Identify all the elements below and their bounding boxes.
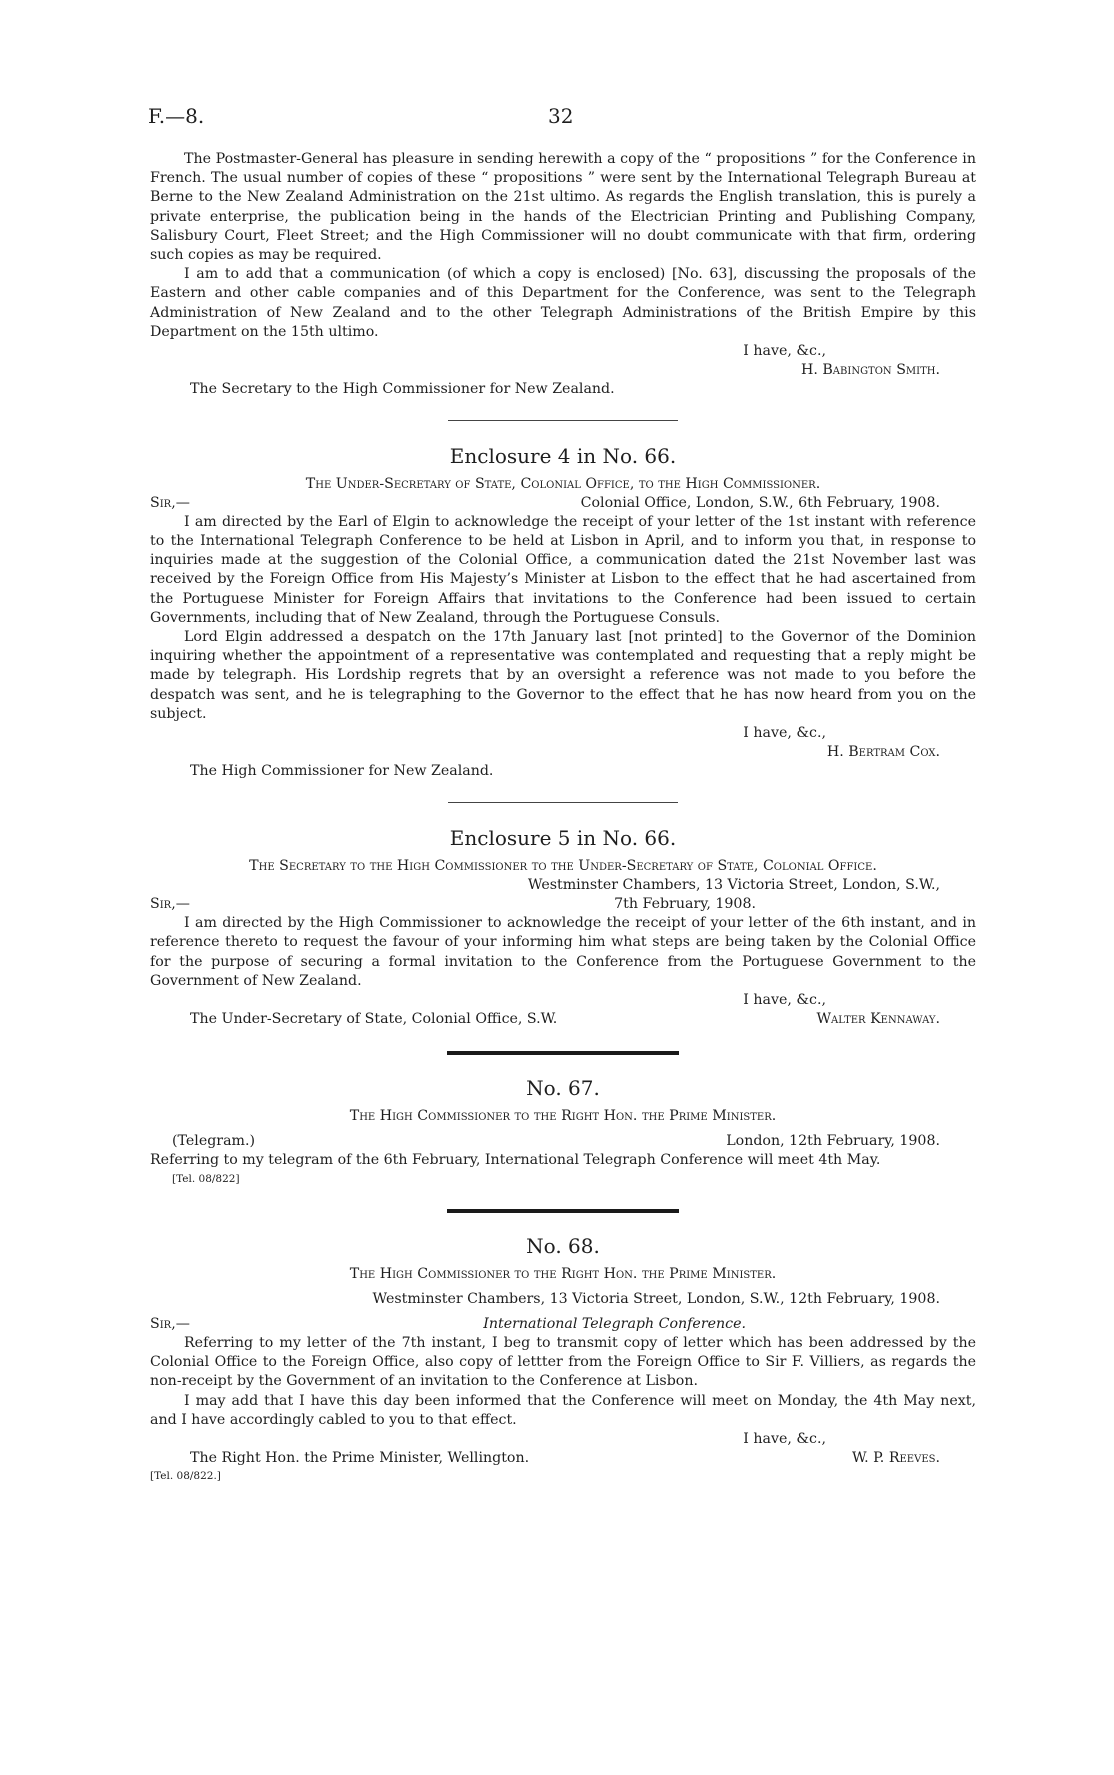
addressee: The Right Hon. the Prime Minister, Wellington. — [190, 1450, 530, 1467]
intro-letter — [150, 150, 976, 400]
subject-line: International Telegraph Conference. — [483, 1315, 746, 1332]
paragraph: I am directed by the Earl of Elgin to acknowledge the receipt of your letter of the 1st instant with reference to the International Telegraph Conference to be held at Lisbon in April, and to inform you that, in response to inquiries made at the suggestion of the Colonial Office, a communication dated the 21st November last was received by the Foreign Office from His Majesty’s Minister at Lisbon to the effect that he had ascertained from the Portuguese Minister for Foreign Affairs that invitations to the Conference had been issued to certain Governments, including that of New Zealand, through the Portuguese Consuls. — [150, 513, 976, 626]
closing: I have, &c., — [743, 725, 826, 742]
paragraph: I am directed by the High Commissioner to acknowledge the receipt of your letter of the 6th instant, and in reference thereto to request the favour of your informing him what steps are being taken by the Colonial Office for the purpose of securing a formal invitation to the Conference from the Portuguese Government to the Government of New Zealand. — [150, 915, 976, 989]
telegram-ref: [Tel. 08/822] — [172, 1172, 240, 1185]
section-title: Enclosure 5 in No. 66. — [449, 825, 677, 850]
telegram-label: (Telegram.) — [172, 1133, 256, 1150]
enclosure-5 — [150, 825, 976, 1029]
no-68 — [150, 1233, 976, 1485]
paragraph: Referring to my letter of the 7th instant, I beg to transmit copy of letter which has been addressed by the Colonial Office to the Foreign Office, also copy of lettter from the Foreign Office to Sir F. Villiers, as regards the non-receipt by the Government of an invitation to the Conference at Lisbon. — [150, 1334, 976, 1390]
salutation-row — [150, 494, 976, 513]
signature: W. P. Reeves. — [852, 1450, 940, 1467]
page-header — [148, 104, 978, 130]
closing: I have, &c., — [743, 1430, 826, 1447]
section-divider-heavy — [447, 1209, 679, 1213]
signoff-row — [150, 1449, 976, 1468]
section-divider — [448, 802, 678, 803]
section-divider-heavy — [447, 1051, 679, 1055]
salutation-row — [150, 1315, 976, 1334]
place-date: Westminster Chambers, 13 Victoria Street, London, S.W., 12th February, 1908. — [372, 1290, 940, 1307]
page-number: 32 — [548, 104, 574, 128]
signature: Walter Kennaway. — [816, 1011, 940, 1028]
paragraph: Lord Elgin addressed a despatch on the 17th January last [not printed] to the Governor of the Dominion inquiring whether the appointment of a representative was contemplated and requesting that a reply might be made by telegraph. His Lordship regrets that by an oversight a reference was not made to you before the despatch was sent, and he is telegraphing to the Governor to the effect that he has now heard from you on the subject. — [150, 629, 976, 722]
signature: H. Babington Smith. — [800, 362, 940, 379]
salutation: Sir,— — [150, 1315, 190, 1332]
addressee: The Secretary to the High Commissioner for New Zealand. — [190, 381, 615, 398]
telegram-body: Referring to my telegram of the 6th February, International Telegraph Conference will meet 4th May. — [150, 1152, 881, 1169]
page-content — [150, 150, 976, 1484]
section-title: Enclosure 4 in No. 66. — [449, 443, 677, 468]
closing: I have, &c., — [743, 991, 826, 1008]
salutation: Sir,— — [150, 896, 190, 913]
telegram-ref: [Tel. 08/822.] — [150, 1470, 221, 1483]
section-title: No. 68. — [526, 1233, 600, 1258]
place-date: Colonial Office, London, S.W., 6th February, 1908. — [580, 494, 940, 511]
paragraph: The Postmaster-General has pleasure in sending herewith a copy of the “ propositions ” for the Conference in French. The usual number of copies of these “ propositions ” were sent by the International Telegraph Bureau at Berne to the New Zealand Administration on the 21st ultimo. As regards the English translation, this is purely a private enterprise, the publication being in the hands of the Electrician Printing and Publishing Company, Salisbury Court, Fleet Street; and the High Commissioner will no doubt communicate with that firm, ordering such copies as may be required. — [150, 151, 976, 264]
place-date: London, 12th February, 1908. — [726, 1133, 940, 1150]
section-subtitle: The High Commissioner to the Right Hon. the Prime Minister. — [349, 1265, 777, 1282]
no-67 — [150, 1075, 976, 1186]
date: 7th February, 1908. — [614, 896, 756, 913]
parliamentary-ref: F.—8. — [148, 104, 205, 128]
signoff-row — [150, 1010, 976, 1029]
addressee: The High Commissioner for New Zealand. — [190, 763, 494, 780]
section-divider — [448, 420, 678, 421]
salutation: Sir,— — [150, 494, 190, 511]
salutation-row — [150, 895, 976, 914]
addressee: The Under-Secretary of State, Colonial Office, S.W. — [190, 1011, 558, 1028]
section-title: No. 67. — [526, 1076, 600, 1101]
closing: I have, &c., — [743, 343, 826, 360]
paragraph: I am to add that a communication (of which a copy is enclosed) [No. 63], discussing the proposals of the Eastern and other cable companies and of this Department for the Conference, was sent to the Telegraph Administration of New Zealand and to the other Telegraph Administrations of the British Empire by this Department on the 15th ultimo. — [150, 266, 976, 340]
paragraph: I may add that I have this day been informed that the Conference will meet on Monday, the 4th May next, and I have accordingly cabled to you to that effect. — [150, 1392, 976, 1428]
section-subtitle: The Secretary to the High Commissioner to the Under-Secretary of State, Colonial Office. — [249, 857, 877, 874]
section-subtitle: The Under-Secretary of State, Colonial Office, to the High Commissioner. — [305, 475, 821, 492]
place: Westminster Chambers, 13 Victoria Street, London, S.W., — [527, 876, 940, 893]
telegram-row — [150, 1132, 976, 1151]
signature: H. Bertram Cox. — [826, 744, 940, 761]
section-subtitle: The High Commissioner to the Right Hon. the Prime Minister. — [349, 1108, 777, 1125]
enclosure-4 — [150, 443, 976, 782]
